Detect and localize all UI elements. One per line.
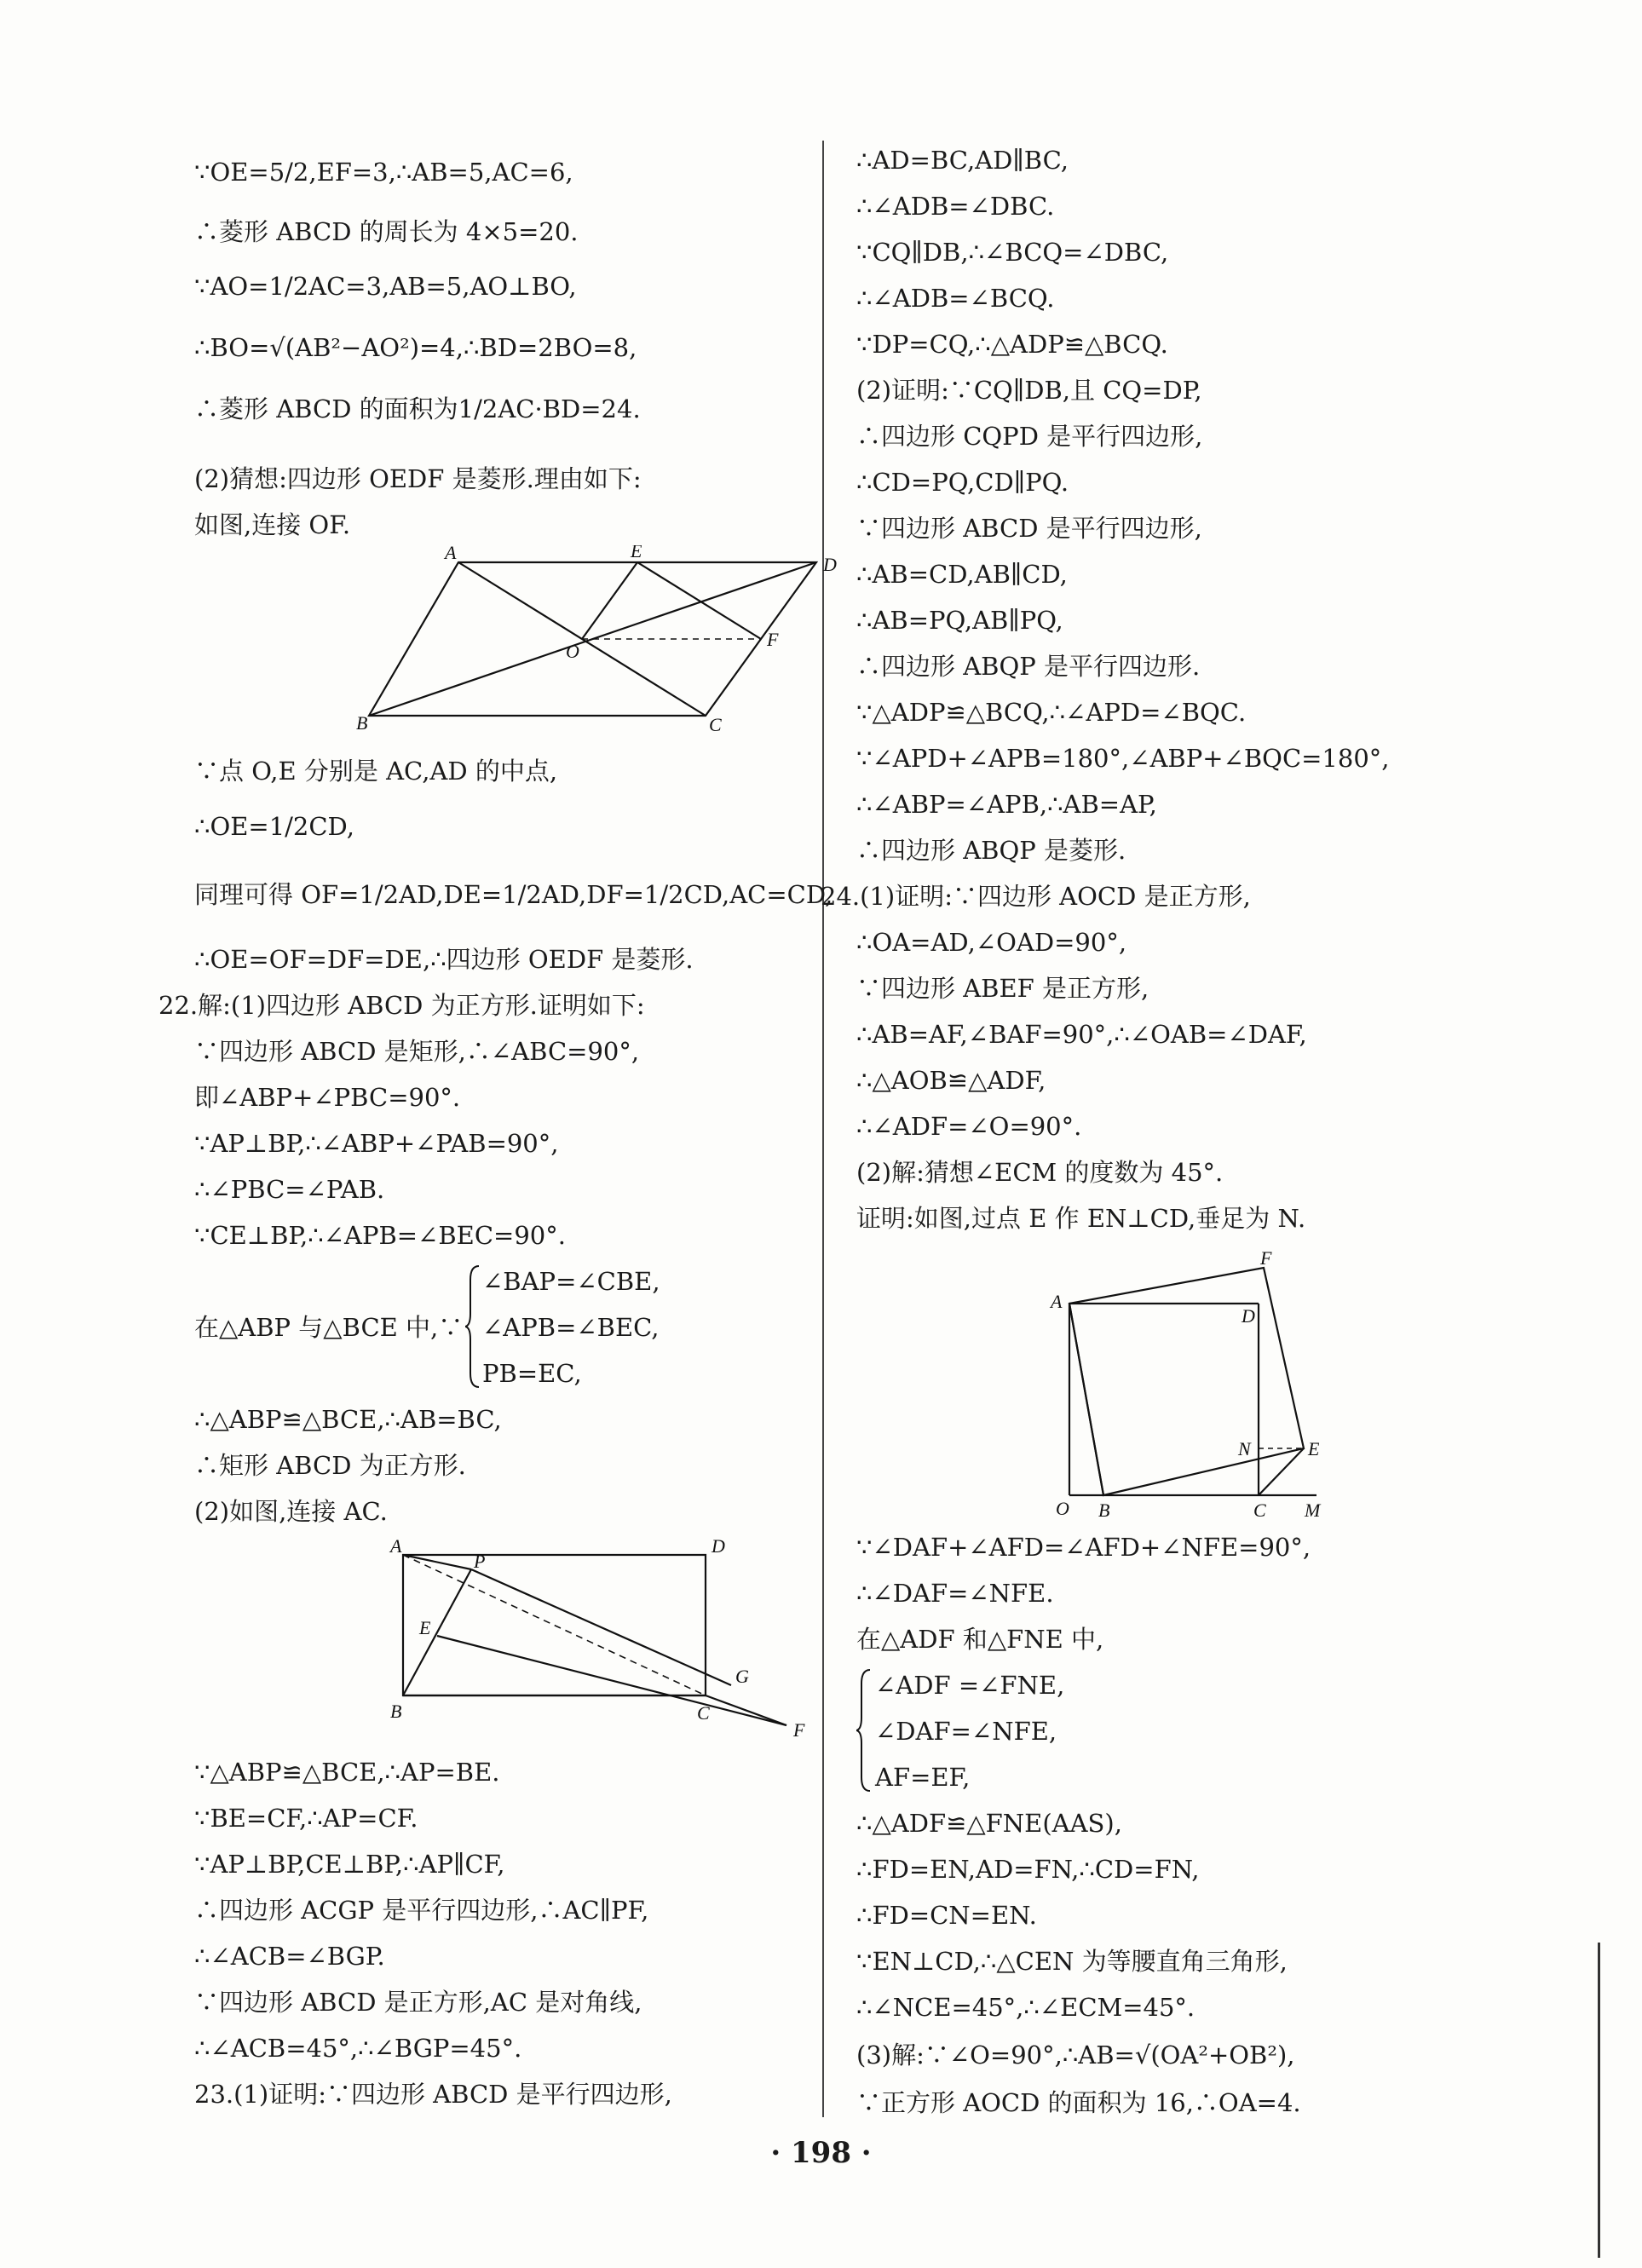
text-line: ∴∠ACB=45°,∴∠BGP=45°. — [194, 2034, 522, 2063]
text-line: ∵四边形 ABCD 是矩形,∴∠ABC=90°, — [194, 1037, 640, 1066]
brace — [856, 1666, 873, 1794]
label-D: D — [823, 554, 837, 575]
label-E: E — [419, 1617, 431, 1638]
margin-rule — [1598, 1943, 1600, 2258]
text-line: (2)解:猜想∠ECM 的度数为 45°. — [856, 1158, 1224, 1187]
text-line: ∴∠ABP=∠APB,∴AB=AP, — [856, 790, 1157, 819]
text-line: ∵△ABP≌△BCE,∴AP=BE. — [194, 1758, 500, 1787]
label-G: G — [735, 1666, 749, 1687]
text-line: 即∠ABP+∠PBC=90°. — [194, 1083, 461, 1112]
label-B: B — [390, 1701, 402, 1722]
text-line: 证明:如图,过点 E 作 EN⊥CD,垂足为 N. — [856, 1204, 1306, 1233]
brace — [465, 1263, 482, 1390]
text-line: ∵正方形 AOCD 的面积为 16,∴OA=4. — [856, 2088, 1301, 2117]
text-line: ∵AP⊥BP,CE⊥BP,∴AP∥CF, — [194, 1850, 505, 1879]
text-line: ∠APB=∠BEC, — [482, 1313, 660, 1342]
text-line: ∵四边形 ABCD 是正方形,AC 是对角线, — [194, 1988, 642, 2017]
text-line: ∴FD=CN=EN. — [856, 1901, 1037, 1930]
text-line: ∵CE⊥BP,∴∠APB=∠BEC=90°. — [194, 1221, 566, 1250]
label-C: C — [697, 1702, 710, 1724]
text-line: ∴四边形 ACGP 是平行四边形,∴AC∥PF, — [194, 1896, 649, 1925]
text-line: ∴OE=OF=DF=DE,∴四边形 OEDF 是菱形. — [194, 945, 694, 974]
label-F: F — [767, 629, 779, 650]
label-M: M — [1305, 1500, 1321, 1517]
text-line: 22.解:(1)四边形 ABCD 为正方形.证明如下: — [158, 991, 645, 1020]
text-line: ∴∠ADB=∠DBC. — [856, 192, 1055, 221]
label-O: O — [566, 641, 579, 662]
label-E: E — [631, 545, 642, 561]
text-line: ∴四边形 ABQP 是平行四边形. — [856, 652, 1201, 681]
text-line: PB=EC, — [482, 1359, 582, 1388]
text-line: ∴OA=AD,∠OAD=90°, — [856, 928, 1127, 957]
label-N: N — [1238, 1438, 1251, 1459]
text-line: 24.(1)证明:∵四边形 AOCD 是正方形, — [821, 882, 1251, 911]
text-line: 在△ABP 与△BCE 中,∵ — [194, 1313, 464, 1342]
text-line: ∴△ADF≌△FNE(AAS), — [856, 1809, 1122, 1838]
text-line: ∴△ABP≌△BCE,∴AB=BC, — [194, 1405, 502, 1434]
text-line: 在△ADF 和△FNE 中, — [856, 1625, 1104, 1654]
label-D: D — [712, 1535, 725, 1557]
text-line: ∠ADF =∠FNE, — [875, 1671, 1065, 1700]
text-line: ∴FD=EN,AD=FN,∴CD=FN, — [856, 1855, 1200, 1884]
text-line: ∵△ADP≌△BCQ,∴∠APD=∠BQC. — [856, 698, 1247, 727]
label-C: C — [709, 714, 722, 733]
text-line: 如图,连接 OF. — [194, 510, 351, 539]
text-line: ∴矩形 ABCD 为正方形. — [194, 1451, 466, 1480]
label-A: A — [1051, 1291, 1063, 1312]
column-divider — [822, 141, 824, 2117]
label-D: D — [1242, 1305, 1255, 1327]
text-line: ∵四边形 ABEF 是正方形, — [856, 974, 1149, 1003]
label-A: A — [445, 545, 457, 563]
text-line: ∴AB=AF,∠BAF=90°,∴∠OAB=∠DAF, — [856, 1020, 1307, 1049]
text-line: ∴∠ACB=∠BGP. — [194, 1942, 385, 1971]
text-line: ∴四边形 CQPD 是平行四边形, — [856, 422, 1203, 451]
text-line: (3)解:∵∠O=90°,∴AB=√(OA²+OB²), — [856, 2041, 1295, 2069]
label-B: B — [1098, 1500, 1110, 1517]
square-figure — [365, 1534, 825, 1738]
label-F: F — [793, 1719, 805, 1738]
text-line: ∵BE=CF,∴AP=CF. — [194, 1804, 418, 1833]
square-aocd-figure — [1044, 1244, 1334, 1517]
text-line: ∴四边形 ABQP 是菱形. — [856, 836, 1126, 865]
text-line: (2)如图,连接 AC. — [194, 1497, 388, 1526]
text-line: ∵∠DAF+∠AFD=∠AFD+∠NFE=90°, — [856, 1533, 1311, 1562]
label-P: P — [474, 1551, 486, 1572]
text-line: ∴菱形 ABCD 的面积为1/2AC·BD=24. — [194, 394, 641, 423]
text-line: ∵点 O,E 分别是 AC,AD 的中点, — [194, 757, 558, 786]
text-line: ∴∠PBC=∠PAB. — [194, 1175, 385, 1204]
text-line: ∴△AOB≌△ADF, — [856, 1066, 1046, 1095]
text-line: (2)猜想:四边形 OEDF 是菱形.理由如下: — [194, 464, 642, 493]
text-line: ∵四边形 ABCD 是平行四边形, — [856, 514, 1202, 543]
text-line: ∴∠DAF=∠NFE. — [856, 1579, 1054, 1608]
text-line: ∴OE=1/2CD, — [194, 812, 354, 841]
text-line: ∠BAP=∠CBE, — [482, 1267, 660, 1296]
label-O: O — [1056, 1498, 1069, 1517]
text-line: ∠DAF=∠NFE, — [875, 1717, 1057, 1746]
text-line: ∵∠APD+∠APB=180°,∠ABP+∠BQC=180°, — [856, 744, 1390, 773]
text-line: ∵AP⊥BP,∴∠ABP+∠PAB=90°, — [194, 1129, 559, 1158]
text-line: (2)证明:∵CQ∥DB,且 CQ=DP, — [856, 376, 1202, 405]
text-line: ∴BO=√(AB²−AO²)=4,∴BD=2BO=8, — [194, 333, 637, 362]
text-line: ∵OE=5/2,EF=3,∴AB=5,AC=6, — [194, 158, 573, 187]
text-line: ∴∠NCE=45°,∴∠ECM=45°. — [856, 1993, 1195, 2022]
text-line: ∵CQ∥DB,∴∠BCQ=∠DBC, — [856, 238, 1169, 267]
text-line: ∵DP=CQ,∴△ADP≌△BCQ. — [856, 330, 1168, 359]
label-C: C — [1253, 1500, 1266, 1517]
page-number: · 198 · — [770, 2136, 872, 2170]
text-line: AF=EF, — [875, 1763, 971, 1792]
text-line: ∴菱形 ABCD 的周长为 4×5=20. — [194, 217, 579, 246]
label-B: B — [356, 712, 368, 733]
label-F: F — [1260, 1247, 1272, 1269]
text-line: 23.(1)证明:∵四边形 ABCD 是平行四边形, — [194, 2080, 672, 2109]
rhombus-figure — [356, 545, 850, 733]
text-line: ∴AB=CD,AB∥CD, — [856, 560, 1068, 589]
text-line: ∴AD=BC,AD∥BC, — [856, 146, 1069, 175]
text-line: ∴∠ADB=∠BCQ. — [856, 284, 1055, 313]
label-E: E — [1308, 1438, 1320, 1459]
text-line: ∴∠ADF=∠O=90°. — [856, 1112, 1082, 1141]
text-line: ∴AB=PQ,AB∥PQ, — [856, 606, 1063, 635]
text-line: ∴CD=PQ,CD∥PQ. — [856, 468, 1069, 497]
label-A: A — [390, 1535, 402, 1557]
text-line: ∵EN⊥CD,∴△CEN 为等腰直角三角形, — [856, 1947, 1288, 1976]
text-line: 同理可得 OF=1/2AD,DE=1/2AD,DF=1/2CD,AC=CD, — [194, 880, 833, 909]
text-line: ∵AO=1/2AC=3,AB=5,AO⊥BO, — [194, 272, 577, 301]
